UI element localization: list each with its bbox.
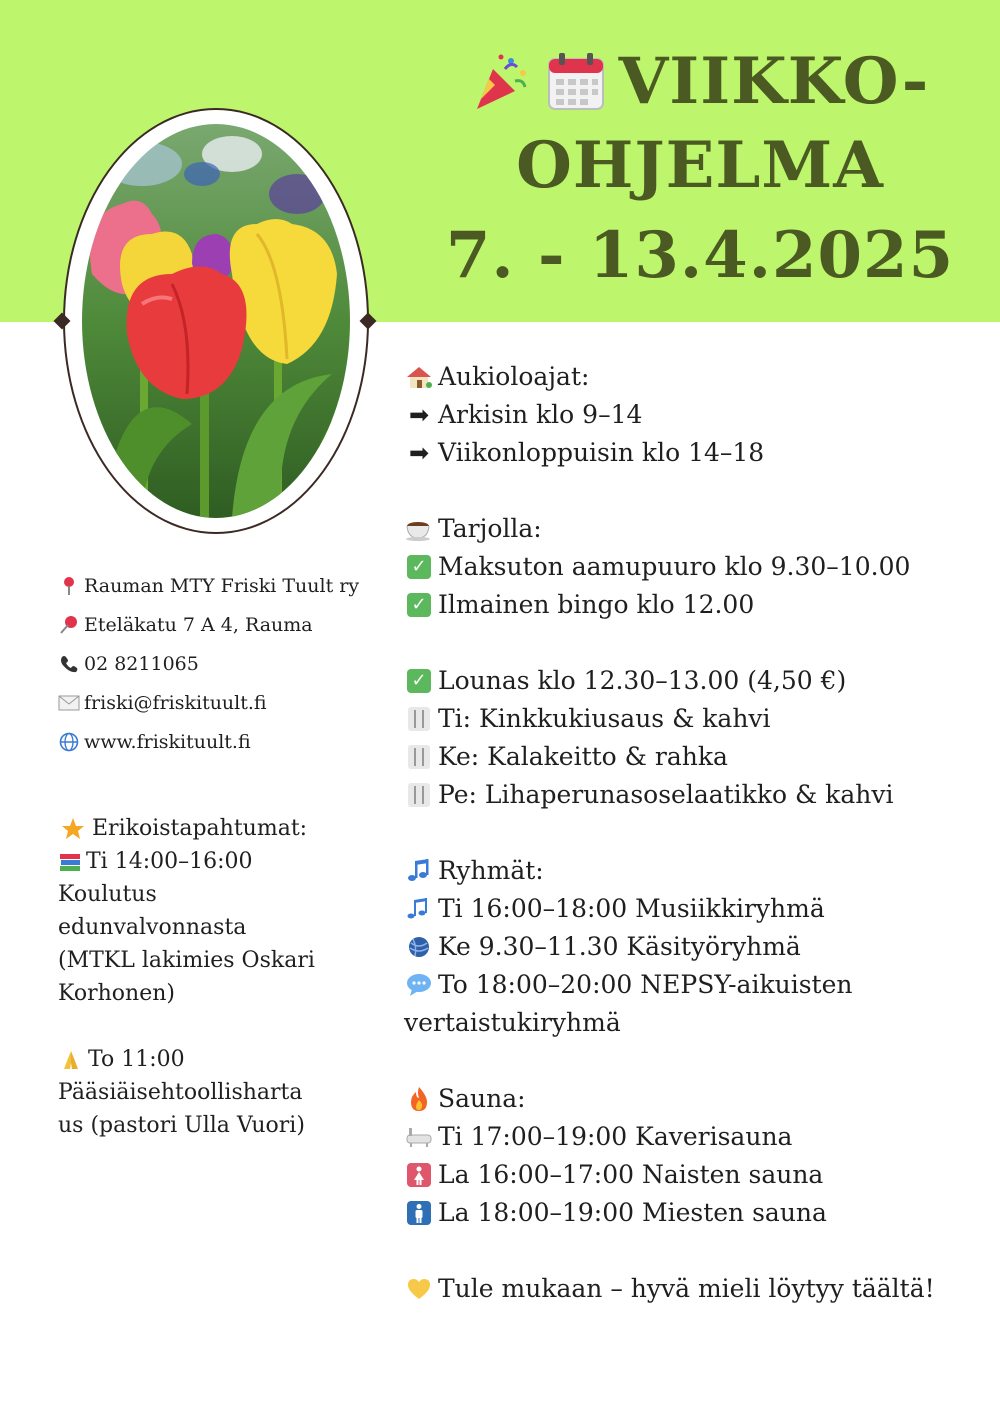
fork-knife-icon: [404, 744, 434, 770]
check-mark-icon: ✓: [404, 554, 434, 580]
special-event-2-text: Pääsiäisehtoollisharta us (pastori Ulla Vuori): [58, 1080, 305, 1138]
date-range: 7. - 13.4.2025: [445, 218, 955, 293]
musical-notes-icon: [404, 896, 434, 922]
group-crafts: Ke 9.30–11.30 Käsityöryhmä: [404, 928, 964, 966]
check-mark-icon: ✓: [404, 668, 434, 694]
special-event-1-time: Ti 14:00–16:00: [58, 845, 318, 878]
special-events-heading: Erikoistapahtumat:: [58, 812, 318, 845]
phone-icon: [56, 654, 82, 674]
contact-email: [56, 683, 386, 722]
sauna-friends: Ti 17:00–19:00 Kaverisauna: [404, 1118, 964, 1156]
schedule: [404, 358, 964, 1308]
praying-hands-icon: [58, 1047, 84, 1073]
special-event-2-time: To 11:00: [58, 1043, 318, 1076]
check-mark-icon: ✓: [404, 592, 434, 618]
books-icon: [58, 849, 82, 875]
opening-hours-heading: Aukioloajat:: [404, 358, 964, 396]
group-peer-support: To 18:00–20:00 NEPSY-aikuisten: [404, 966, 964, 1004]
yellow-heart-icon: [404, 1276, 434, 1302]
title-block: [440, 40, 960, 298]
contact-website: [56, 722, 386, 761]
offering-porridge: ✓ Maksuton aamupuuro klo 9.30–10.00: [404, 548, 964, 586]
sauna-men: La 18:00–19:00 Miesten sauna: [404, 1194, 964, 1232]
envelope-icon: [56, 695, 82, 711]
bathtub-icon: [404, 1124, 434, 1150]
offering-bingo: ✓ Ilmainen bingo klo 12.00: [404, 586, 964, 624]
arrow-right-icon: ➡: [408, 401, 430, 429]
email-link[interactable]: friski@friskituult.fi: [84, 691, 267, 714]
arrow-right-icon: ➡: [408, 439, 430, 467]
special-events: [58, 812, 318, 1142]
fork-knife-icon: [404, 706, 434, 732]
footer-slogan: Tule mukaan – hyvä mieli löytyy täältä!: [404, 1270, 964, 1308]
opening-hours-weekdays: ➡ Arkisin klo 9–14: [404, 396, 964, 434]
womens-room-icon: [404, 1162, 434, 1188]
globe-icon: [56, 732, 82, 752]
phone-number[interactable]: 02 8211065: [84, 652, 199, 675]
title-line-2: OHJELMA: [516, 128, 884, 203]
address: Eteläkatu 7 A 4, Rauma: [84, 613, 313, 636]
coffee-cup-icon: [404, 516, 434, 542]
group-peer-support-cont: vertaistukiryhmä: [404, 1008, 621, 1037]
pushpin-icon: [56, 615, 82, 635]
lunch-wednesday: Ke: Kalakeitto & rahka: [404, 738, 964, 776]
sauna-women: La 16:00–17:00 Naisten sauna: [404, 1156, 964, 1194]
star-icon: [58, 816, 88, 842]
special-event-1-text: Koulutus edunvalvonnasta (MTKL lakimies Oskari Korhonen): [58, 882, 315, 1006]
organization-name: Rauman MTY Friski Tuult ry: [84, 574, 360, 597]
lunch-friday: Pe: Lihaperunasoselaatikko & kahvi: [404, 776, 964, 814]
tulip-photo: [82, 124, 350, 518]
musical-note-icon: [404, 858, 434, 884]
website-link[interactable]: www.friskituult.fi: [84, 730, 251, 753]
contact-organization: [56, 566, 386, 605]
sauna-heading: Sauna:: [404, 1080, 964, 1118]
speech-bubble-icon: [404, 972, 434, 998]
title-line-1: VIIKKO-: [618, 44, 930, 119]
opening-hours-weekends: ➡ Viikonloppuisin klo 14–18: [404, 434, 964, 472]
offering-heading: Tarjolla:: [404, 510, 964, 548]
contact-info: [56, 566, 386, 761]
mens-room-icon: [404, 1200, 434, 1226]
title-row-1: [440, 40, 960, 124]
house-icon: [404, 364, 434, 390]
party-popper-icon: [471, 51, 533, 113]
fire-icon: [404, 1086, 434, 1112]
lunch-tuesday: Ti: Kinkkukiusaus & kahvi: [404, 700, 964, 738]
lunch-heading: ✓ Lounas klo 12.30–13.00 (4,50 €): [404, 662, 964, 700]
groups-heading: Ryhmät:: [404, 852, 964, 890]
group-music: Ti 16:00–18:00 Musiikkiryhmä: [404, 890, 964, 928]
calendar-icon: [545, 51, 607, 113]
yarn-ball-icon: [404, 934, 434, 960]
map-pin-icon: [56, 576, 82, 596]
contact-address: [56, 605, 386, 644]
fork-knife-icon: [404, 782, 434, 808]
contact-phone: [56, 644, 386, 683]
